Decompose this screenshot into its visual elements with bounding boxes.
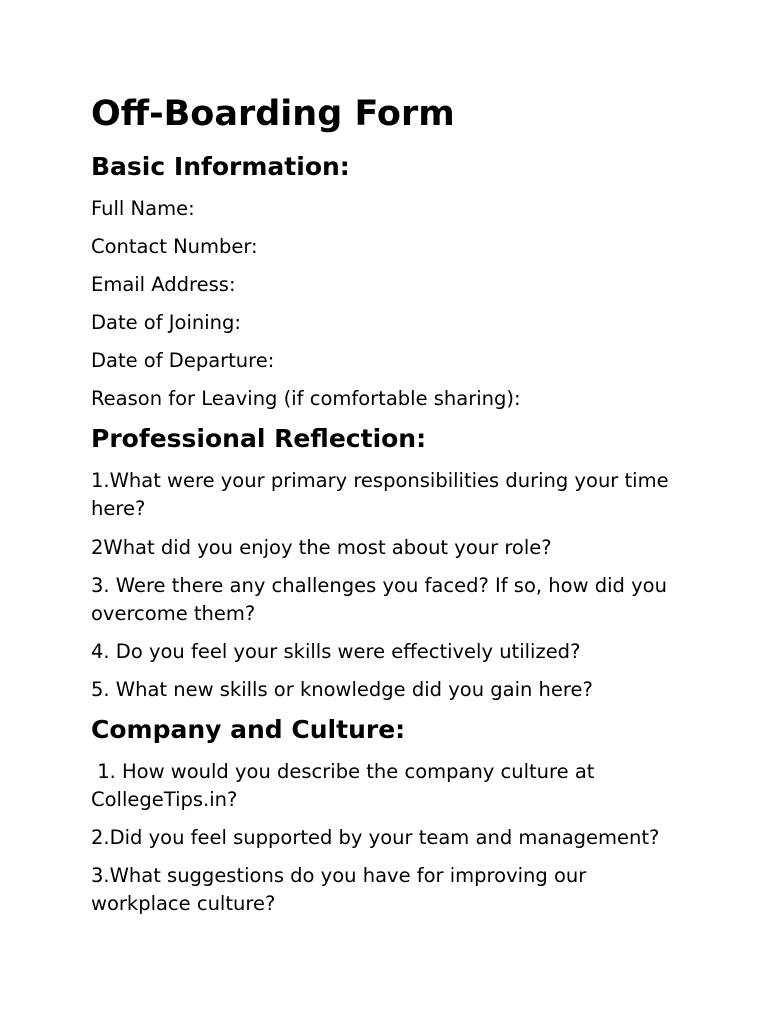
question-new-skills: 5. What new skills or knowledge did you gain here?: [91, 678, 593, 701]
section-heading-basic-information: Basic Information:: [91, 152, 350, 181]
question-primary-responsibilities: 1.What were your primary responsibilities during your time here?: [91, 469, 669, 520]
question-enjoyed-most: 2What did you enjoy the most about your role?: [91, 536, 552, 559]
question-company-culture: 1. How would you describe the company culture at CollegeTips.in?: [91, 760, 595, 811]
field-email-address: Email Address:: [91, 273, 236, 296]
question-team-support: 2.Did you feel supported by your team and management?: [91, 826, 660, 849]
field-contact-number: Contact Number:: [91, 235, 258, 258]
field-date-of-joining: Date of Joining:: [91, 311, 241, 334]
question-challenges-faced: 3. Were there any challenges you faced? If so, how did you overcome them?: [91, 574, 667, 625]
question-skills-utilized: 4. Do you feel your skills were effectively utilized?: [91, 640, 581, 663]
section-heading-professional-reflection: Professional Reflection:: [91, 424, 427, 453]
question-culture-suggestions: 3.What suggestions do you have for improving our workplace culture?: [91, 864, 587, 915]
form-title: Off-Boarding Form: [91, 94, 455, 134]
field-date-of-departure: Date of Departure:: [91, 349, 275, 372]
section-heading-company-and-culture: Company and Culture:: [91, 715, 406, 744]
field-reason-for-leaving: Reason for Leaving (if comfortable sharing):: [91, 387, 521, 410]
field-full-name: Full Name:: [91, 197, 195, 220]
